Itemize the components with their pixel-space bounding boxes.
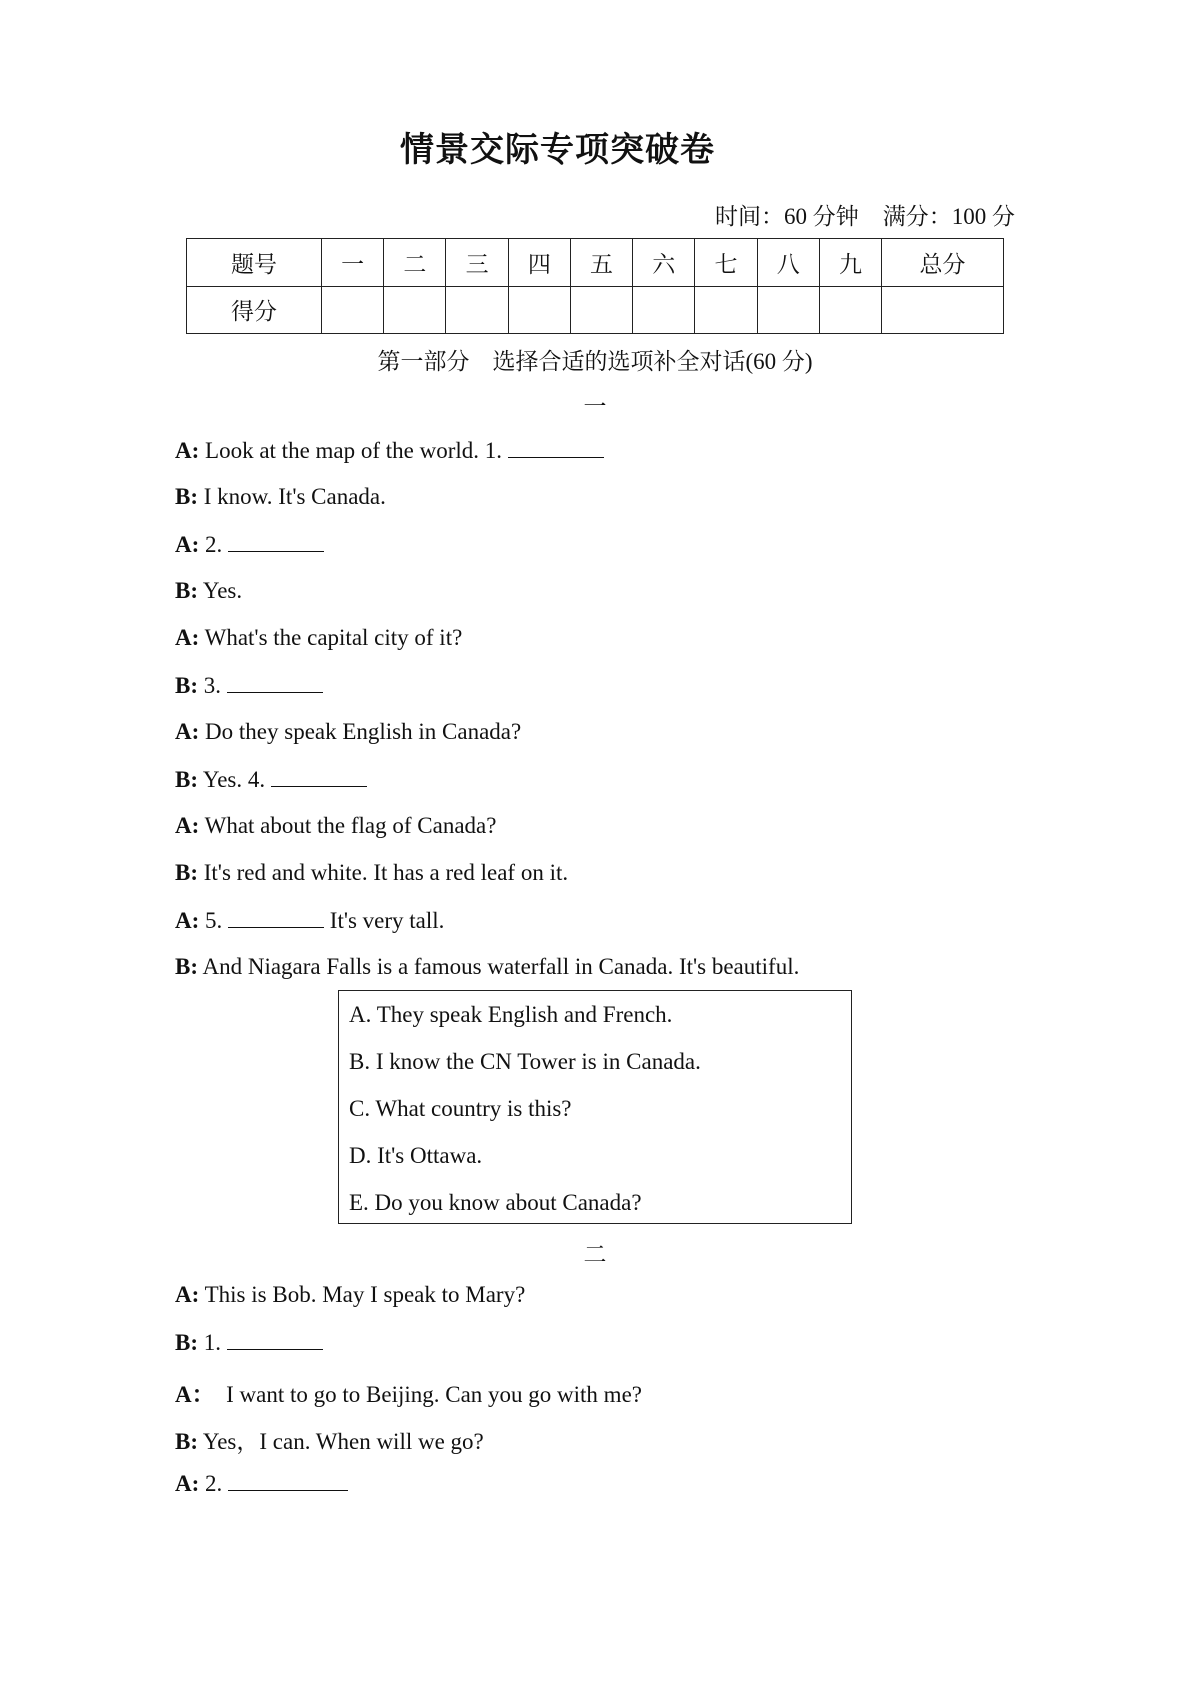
line-text: And Niagara Falls is a famous waterfall in Canada. It's beautiful. — [198, 954, 800, 979]
line-text: This is Bob. May I speak to Mary? — [199, 1282, 526, 1307]
dialogue-line — [175, 1376, 642, 1409]
exam-meta — [715, 198, 1015, 231]
score-table — [186, 238, 1004, 334]
speaker-label: A: — [175, 719, 200, 744]
line-text: 5. — [199, 908, 229, 933]
dialogue-line — [175, 437, 604, 464]
full-score: 满分：100 分 — [882, 204, 1015, 229]
option-d: D. It's Ottawa. — [349, 1143, 483, 1168]
score-table-score-row — [187, 286, 1004, 334]
col-9: 九 — [819, 239, 881, 287]
header-label: 题号 — [187, 239, 322, 287]
option-a: A. They speak English and French. — [349, 1002, 673, 1027]
answer-blank[interactable] — [508, 437, 604, 458]
speaker-label: A: — [175, 813, 200, 838]
dialogue-line — [175, 719, 521, 745]
dialogue-line — [175, 1470, 348, 1497]
speaker-label: B: — [175, 484, 198, 509]
speaker-label: B: — [175, 767, 198, 792]
speaker-label: B: — [175, 1429, 198, 1454]
speaker-label: B: — [175, 673, 198, 698]
line-text: It's red and white. It has a red leaf on it. — [198, 860, 569, 885]
col-4: 四 — [508, 239, 570, 287]
line-text: I know. It's Canada. — [198, 484, 386, 509]
speaker-label: A: — [175, 625, 200, 650]
col-1: 一 — [322, 239, 384, 287]
speaker-label: A: — [175, 532, 200, 557]
dialogue-line — [175, 954, 799, 980]
col-7: 七 — [695, 239, 757, 287]
speaker-label: B: — [175, 1330, 198, 1355]
line-text: Yes. 4. — [198, 767, 271, 792]
line-text-after: It's very tall. — [324, 908, 445, 933]
col-6: 六 — [633, 239, 695, 287]
line-text: 3. — [198, 673, 227, 698]
score-cell[interactable] — [322, 286, 384, 334]
answer-blank[interactable] — [228, 1470, 348, 1491]
dialogue-line — [175, 1423, 484, 1456]
answer-blank[interactable] — [228, 531, 324, 552]
answer-blank[interactable] — [227, 1329, 323, 1350]
options-box — [338, 990, 852, 1224]
col-5: 五 — [570, 239, 632, 287]
line-text: I want to go to Beijing. Can you go with me? — [214, 1382, 642, 1407]
speaker-label: A： — [175, 1382, 215, 1407]
line-text: What's the capital city of it? — [199, 625, 463, 650]
line-text: What about the flag of Canada? — [199, 813, 497, 838]
speaker-label: A: — [175, 908, 200, 933]
score-cell[interactable] — [570, 286, 632, 334]
dialogue-line — [175, 578, 242, 604]
speaker-label: B: — [175, 860, 198, 885]
row-label: 得分 — [187, 286, 322, 334]
score-cell[interactable] — [508, 286, 570, 334]
col-total: 总分 — [882, 239, 1004, 287]
col-2: 二 — [384, 239, 446, 287]
col-3: 三 — [446, 239, 508, 287]
score-cell[interactable] — [695, 286, 757, 334]
section-1-number: 一 — [583, 394, 607, 419]
speaker-label: A: — [175, 1471, 200, 1496]
score-cell[interactable] — [633, 286, 695, 334]
line-text: Look at the map of the world. 1. — [199, 438, 508, 463]
line-text: 2. — [199, 532, 229, 557]
speaker-label: B: — [175, 578, 198, 603]
line-text: 2. — [199, 1471, 229, 1496]
dialogue-line — [175, 672, 323, 699]
dialogue-line — [175, 907, 444, 934]
speaker-label: A: — [175, 438, 200, 463]
section-2-number: 二 — [583, 1242, 607, 1267]
line-text: Do they speak English in Canada? — [199, 719, 522, 744]
dialogue-line — [175, 484, 386, 510]
dialogue-line — [175, 1282, 525, 1308]
speaker-label: B: — [175, 954, 198, 979]
option-e: E. Do you know about Canada? — [349, 1190, 642, 1215]
page-title: 情景交际专项突破卷 — [400, 130, 715, 170]
score-cell[interactable] — [757, 286, 819, 334]
dialogue-line — [175, 813, 496, 839]
speaker-label: A: — [175, 1282, 200, 1307]
dialogue-line — [175, 625, 462, 651]
dialogue-line — [175, 766, 367, 793]
score-cell[interactable] — [819, 286, 881, 334]
part-title: 第一部分 选择合适的选项补全对话(60 分) — [377, 349, 813, 374]
answer-blank[interactable] — [227, 672, 323, 693]
option-c: C. What country is this? — [349, 1096, 572, 1121]
dialogue-line — [175, 1329, 323, 1356]
answer-blank[interactable] — [228, 907, 324, 928]
option-b: B. I know the CN Tower is in Canada. — [349, 1049, 701, 1074]
line-text: 1. — [198, 1330, 227, 1355]
score-cell[interactable] — [446, 286, 508, 334]
score-table-header-row — [187, 239, 1004, 287]
line-text: Yes. — [198, 578, 243, 603]
line-text: Yes，I can. When will we go? — [198, 1429, 484, 1454]
score-cell[interactable] — [384, 286, 446, 334]
answer-blank[interactable] — [271, 766, 367, 787]
col-8: 八 — [757, 239, 819, 287]
time-limit: 时间：60 分钟 — [715, 204, 859, 229]
score-cell[interactable] — [882, 286, 1004, 334]
dialogue-line — [175, 860, 568, 886]
dialogue-line — [175, 531, 324, 558]
